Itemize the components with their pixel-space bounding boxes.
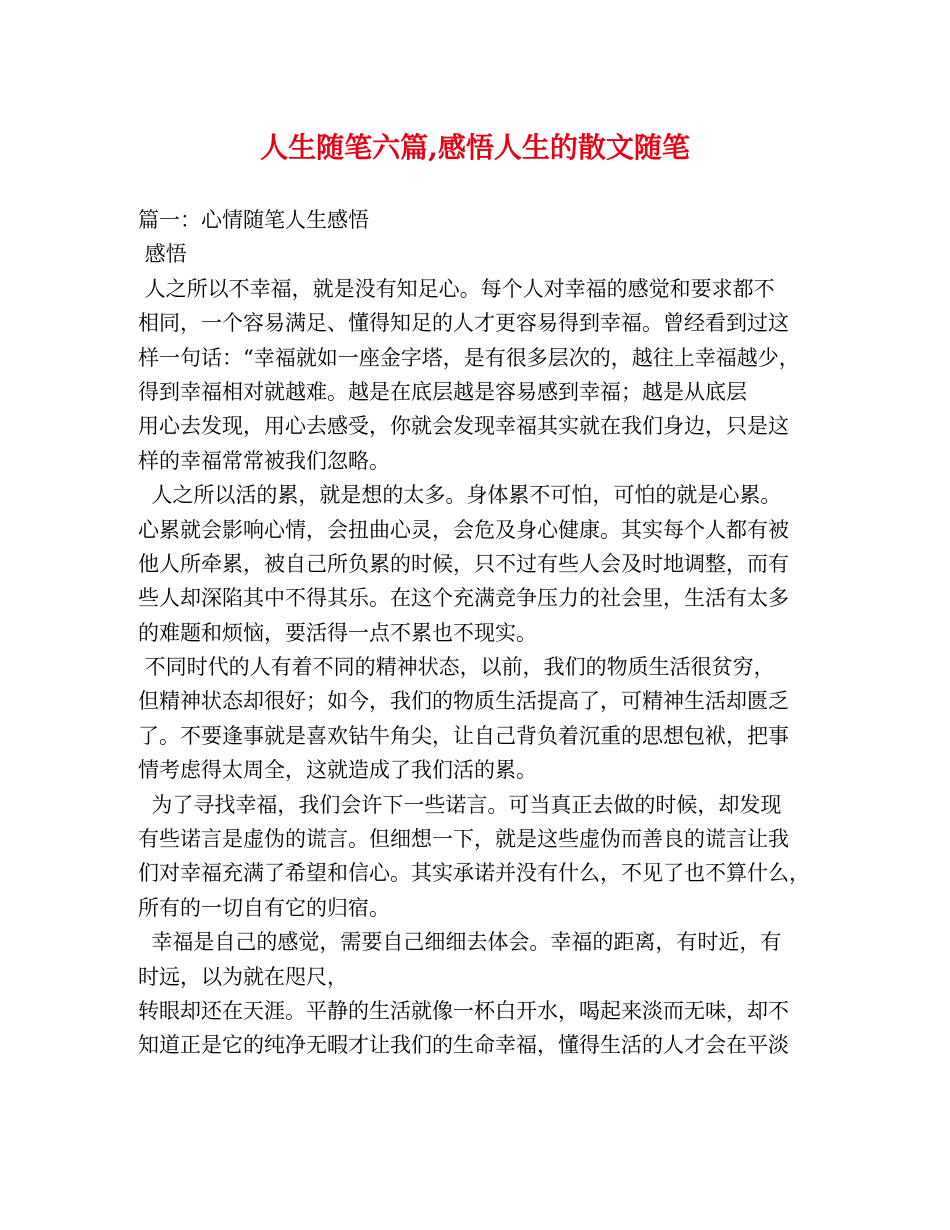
paragraph-line: 不同时代的人有着不同的精神状态，以前，我们的物质生活很贫穷，	[138, 655, 775, 680]
paragraph-line: 时远，以为就在咫尺，	[138, 964, 348, 989]
paragraph-line: 的难题和烦恼，要活得一点不累也不现实。	[138, 620, 537, 645]
paragraph-line: 得到幸福相对就越难。越是在底层越是容易感到幸福；越是从底层	[138, 379, 747, 404]
paragraph-line: 用心去发现，用心去感受，你就会发现幸福其实就在我们身边，只是这	[138, 414, 789, 439]
paragraph-line: 相同，一个容易满足、懂得知足的人才更容易得到幸福。曾经看到过这	[138, 311, 789, 336]
paragraph-line: 感悟	[138, 242, 187, 267]
paragraph-line: 篇一：心情随笔人生感悟	[138, 208, 369, 232]
paragraph-line: 心累就会影响心情，会扭曲心灵，会危及身心健康。其实每个人都有被	[138, 517, 789, 542]
paragraph-line: 些人却深陷其中不得其乐。在这个充满竞争压力的社会里，生活有太多	[138, 586, 789, 611]
paragraph-line: 有些诺言是虚伪的谎言。但细想一下，就是这些虚伪而善良的谎言让我	[138, 827, 789, 852]
paragraph-line: 但精神状态却很好；如今，我们的物质生活提高了，可精神生活却匮乏	[138, 689, 789, 714]
paragraph-line: 他人所牵累，被自己所负累的时候，只不过有些人会及时地调整，而有	[138, 551, 789, 576]
paragraph-line: 了。不要逢事就是喜欢钻牛角尖，让自己背负着沉重的思想包袱，把事	[138, 723, 789, 748]
paragraph-line: 样的幸福常常被我们忽略。	[138, 448, 390, 473]
paragraph-line: 人之所以不幸福，就是没有知足心。每个人对幸福的感觉和要求都不	[138, 276, 775, 301]
paragraph-line: 情考虑得太周全，这就造成了我们活的累。	[138, 758, 537, 783]
document-body	[138, 203, 828, 1063]
paragraph-line: 样一句话：“幸福就如一座金字塔，是有很多层次的，越往上幸福越少，	[138, 345, 800, 370]
paragraph-line: 转眼却还在天涯。平静的生活就像一杯白开水，喝起来淡而无味，却不	[138, 998, 789, 1023]
paragraph-line: 人之所以活的累，就是想的太多。身体累不可怕，可怕的就是心累。	[138, 483, 782, 508]
paragraph-line: 幸福是自己的感觉，需要自己细细去体会。幸福的距离，有时近，有	[138, 930, 782, 955]
document-title: 人生随笔六篇,感悟人生的散文随笔	[260, 131, 690, 164]
paragraph-line: 知道正是它的纯净无暇才让我们的生命幸福，懂得生活的人才会在平淡	[138, 1033, 789, 1058]
paragraph-line: 为了寻找幸福，我们会许下一些诺言。可当真正去做的时候，却发现	[138, 792, 782, 817]
paragraph-line: 们对幸福充满了希望和信心。其实承诺并没有什么，不见了也不算什么，	[138, 861, 810, 886]
paragraph-line: 所有的一切自有它的归宿。	[138, 895, 390, 920]
